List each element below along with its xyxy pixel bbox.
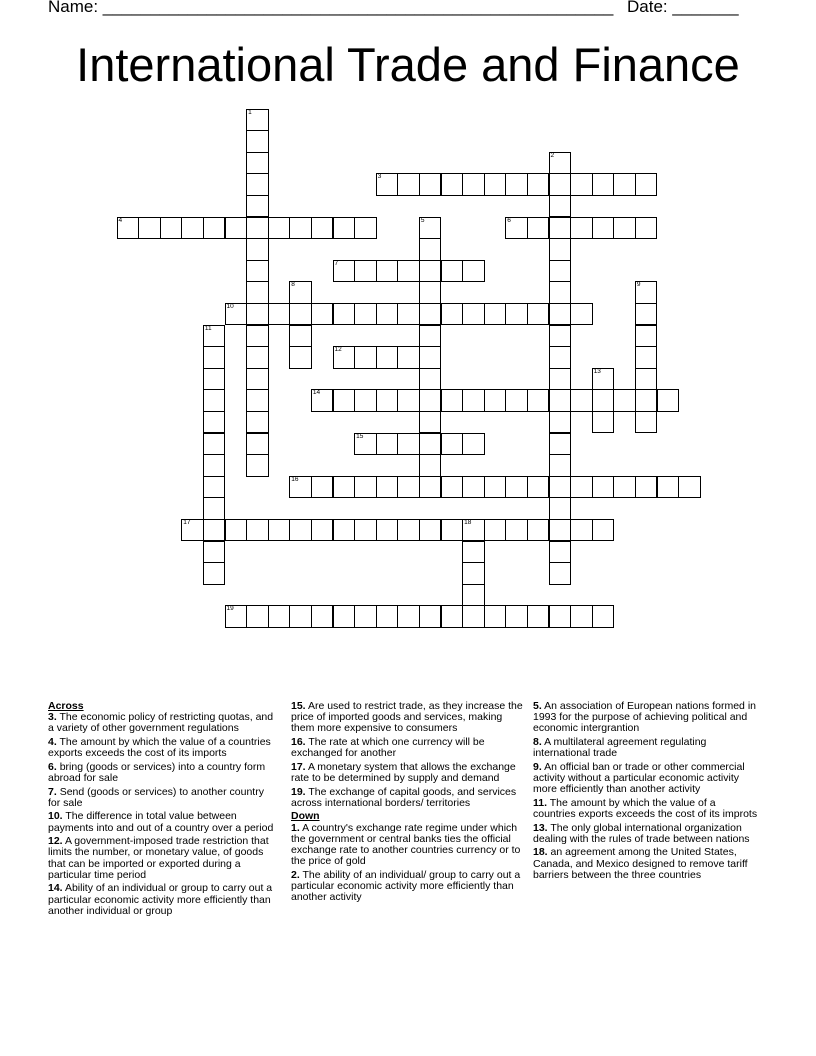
grid-cell[interactable] <box>613 476 636 499</box>
grid-cell[interactable] <box>203 497 226 520</box>
clue-number-label: 16 <box>291 475 299 483</box>
grid-cell[interactable] <box>203 476 226 499</box>
grid-cell[interactable] <box>505 476 528 499</box>
grid-cell[interactable] <box>657 389 680 412</box>
grid-cell[interactable] <box>289 281 312 304</box>
grid-cell[interactable] <box>527 389 550 412</box>
grid-cell[interactable] <box>289 519 312 542</box>
grid-cell[interactable] <box>419 433 442 456</box>
grid-cell[interactable] <box>397 173 420 196</box>
grid-cell[interactable] <box>462 605 485 628</box>
grid-cell[interactable] <box>549 476 572 499</box>
clue-number: 2. <box>291 868 300 881</box>
clue-text: A country's exchange rate regime under which the government or central banks ties the official exchange rate to another countries currency or to the price of gold <box>291 821 521 868</box>
clue-across-6 <box>48 762 276 784</box>
grid-cell[interactable] <box>549 346 572 369</box>
grid-cell[interactable] <box>635 217 658 240</box>
grid-cell[interactable] <box>549 389 572 412</box>
clue-text: bring (goods or services) into a country form abroad for sale <box>48 760 266 784</box>
clue-number: 14. <box>48 882 63 895</box>
grid-cell[interactable] <box>549 325 572 348</box>
clue-number-label: 13 <box>593 367 601 375</box>
clue-number-label: 18 <box>464 518 472 526</box>
grid-cell[interactable] <box>592 476 615 499</box>
grid-cell[interactable] <box>160 217 183 240</box>
grid-cell[interactable] <box>246 152 269 175</box>
clue-number: 10. <box>48 810 63 823</box>
grid-cell[interactable] <box>570 476 593 499</box>
grid-cell[interactable] <box>441 476 464 499</box>
grid-cell[interactable] <box>333 605 356 628</box>
grid-cell[interactable] <box>203 217 226 240</box>
grid-cell[interactable] <box>333 260 356 283</box>
grid-cell[interactable] <box>246 325 269 348</box>
grid-cell[interactable] <box>246 238 269 261</box>
clue-number-label: 11 <box>204 324 212 332</box>
clue-number: 16. <box>291 736 306 748</box>
grid-cell[interactable] <box>376 346 399 369</box>
grid-cell[interactable] <box>462 541 485 564</box>
grid-cell[interactable] <box>311 389 334 412</box>
clue-across-3 <box>48 712 276 734</box>
grid-cell[interactable] <box>354 476 377 499</box>
grid-cell[interactable] <box>246 368 269 391</box>
grid-cell[interactable] <box>592 368 615 391</box>
clue-text: A government-imposed trade restriction that limits the number, or monetary value, of goods that can be imported or exported during a particular time period <box>48 835 269 881</box>
grid-cell[interactable] <box>592 411 615 434</box>
clue-number: 11. <box>533 796 548 809</box>
grid-cell[interactable] <box>570 303 593 326</box>
clue-down-8 <box>533 737 761 759</box>
grid-cell[interactable] <box>354 217 377 240</box>
grid-cell[interactable] <box>268 519 291 542</box>
clue-text: The rate at which one currency will be exchanged for another <box>291 736 485 760</box>
clue-number-label: 19 <box>226 605 234 613</box>
grid-cell[interactable] <box>246 130 269 153</box>
grid-cell[interactable] <box>268 303 291 326</box>
grid-cell[interactable] <box>462 433 485 456</box>
grid-cell[interactable] <box>203 411 226 434</box>
grid-cell[interactable] <box>376 173 399 196</box>
grid-cell[interactable] <box>246 454 269 477</box>
clue-number-label: 17 <box>183 518 191 526</box>
grid-cell[interactable] <box>376 519 399 542</box>
grid-cell[interactable] <box>635 346 658 369</box>
grid-cell[interactable] <box>333 303 356 326</box>
grid-cell[interactable] <box>246 173 269 196</box>
grid-cell[interactable] <box>549 562 572 585</box>
grid-cell[interactable] <box>289 217 312 240</box>
grid-cell[interactable] <box>484 173 507 196</box>
grid-cell[interactable] <box>246 303 269 326</box>
clue-text: The economic policy of restricting quotas, and a variety of other government regulations <box>48 711 274 735</box>
clue-text: The exchange of capital goods, and services across international borders/ territories <box>291 785 517 809</box>
grid-cell[interactable] <box>397 605 420 628</box>
grid-cell[interactable] <box>354 260 377 283</box>
grid-cell[interactable] <box>203 389 226 412</box>
grid-cell[interactable] <box>635 476 658 499</box>
grid-cell[interactable] <box>635 173 658 196</box>
grid-cell[interactable] <box>203 562 226 585</box>
grid-cell[interactable] <box>354 346 377 369</box>
clue-number-label: 12 <box>334 346 342 354</box>
grid-cell[interactable] <box>549 281 572 304</box>
across-heading: Across <box>48 700 84 712</box>
clue-down-11 <box>533 798 761 820</box>
grid-cell[interactable] <box>441 303 464 326</box>
grid-cell[interactable] <box>289 476 312 499</box>
grid-cell[interactable] <box>462 476 485 499</box>
clue-number-label: 9 <box>636 281 641 289</box>
grid-cell[interactable] <box>246 260 269 283</box>
grid-cell[interactable] <box>419 605 442 628</box>
grid-cell[interactable] <box>592 605 615 628</box>
clue-text: The amount by which the value of a countries exports exceeds the cost of its improts <box>533 796 758 820</box>
grid-cell[interactable] <box>549 260 572 283</box>
clue-text: an agreement among the United States, Canada, and Mexico designed to remove tariff barriers between the three countries <box>533 846 748 881</box>
page-title: International Trade and Finance <box>76 38 740 91</box>
grid-cell[interactable] <box>613 389 636 412</box>
grid-cell[interactable] <box>635 411 658 434</box>
down-heading: Down <box>291 810 320 823</box>
grid-cell[interactable] <box>117 217 140 240</box>
grid-cell[interactable] <box>268 217 291 240</box>
clue-number-label: 3 <box>377 173 382 181</box>
grid-cell[interactable] <box>203 346 226 369</box>
grid-cell[interactable] <box>462 389 485 412</box>
grid-cell[interactable] <box>678 476 701 499</box>
grid-cell[interactable] <box>397 260 420 283</box>
grid-cell[interactable] <box>441 389 464 412</box>
clue-number: 6. <box>48 760 57 773</box>
grid-cell[interactable] <box>289 303 312 326</box>
grid-cell[interactable] <box>570 519 593 542</box>
grid-cell[interactable] <box>225 605 248 628</box>
date-field[interactable]: Date: _______ <box>627 0 739 16</box>
clue-down-1 <box>291 823 527 868</box>
grid-cell[interactable] <box>203 541 226 564</box>
grid-cell[interactable] <box>462 260 485 283</box>
clue-number: 8. <box>533 736 542 748</box>
clue-down-2 <box>291 870 527 904</box>
grid-cell[interactable] <box>246 281 269 304</box>
clue-text: Send (goods or services) to another country for sale <box>48 785 264 809</box>
grid-cell[interactable] <box>225 217 248 240</box>
grid-cell[interactable] <box>397 519 420 542</box>
clue-number: 19. <box>291 785 306 798</box>
clue-number: 17. <box>291 760 306 773</box>
grid-cell[interactable] <box>570 605 593 628</box>
grid-cell[interactable] <box>549 454 572 477</box>
grid-cell[interactable] <box>549 411 572 434</box>
grid-cell[interactable] <box>549 541 572 564</box>
clue-down-9 <box>533 762 761 796</box>
clue-number: 3. <box>48 711 57 724</box>
clue-number: 4. <box>48 736 57 748</box>
grid-cell[interactable] <box>592 173 615 196</box>
grid-cell[interactable] <box>441 605 464 628</box>
grid-cell[interactable] <box>376 260 399 283</box>
clue-number-label: 1 <box>248 108 252 116</box>
grid-cell[interactable] <box>635 303 658 326</box>
grid-cell[interactable] <box>419 281 442 304</box>
name-field[interactable]: Name: ______________________________________________________ <box>48 0 614 16</box>
grid-cell[interactable] <box>419 260 442 283</box>
grid-cell[interactable] <box>505 605 528 628</box>
grid-cell[interactable] <box>484 303 507 326</box>
grid-cell[interactable] <box>203 519 226 542</box>
grid-cell[interactable] <box>268 605 291 628</box>
clue-text: The amount by which the value of a countries exports exceeds the cost of its imports <box>48 736 271 760</box>
grid-cell[interactable] <box>289 605 312 628</box>
grid-cell[interactable] <box>462 303 485 326</box>
grid-cell[interactable] <box>613 173 636 196</box>
grid-cell[interactable] <box>333 519 356 542</box>
clue-across-14 <box>48 883 276 917</box>
grid-cell[interactable] <box>549 605 572 628</box>
grid-cell[interactable] <box>203 368 226 391</box>
grid-cell[interactable] <box>635 368 658 391</box>
grid-cell[interactable] <box>635 389 658 412</box>
grid-cell[interactable] <box>441 433 464 456</box>
clue-number-label: 2 <box>550 151 555 159</box>
grid-cell[interactable] <box>549 303 572 326</box>
grid-cell[interactable] <box>419 303 442 326</box>
clue-across-7 <box>48 787 276 809</box>
grid-cell[interactable] <box>635 281 658 304</box>
grid-cell[interactable] <box>549 368 572 391</box>
grid-cell[interactable] <box>419 454 442 477</box>
grid-cell[interactable] <box>354 605 377 628</box>
grid-cell[interactable] <box>225 303 248 326</box>
grid-cell[interactable] <box>570 173 593 196</box>
grid-cell[interactable] <box>462 519 485 542</box>
grid-cell[interactable] <box>246 195 269 218</box>
grid-cell[interactable] <box>419 238 442 261</box>
clue-number: 1. <box>291 821 300 834</box>
grid-cell[interactable] <box>246 411 269 434</box>
grid-cell[interactable] <box>549 519 572 542</box>
clue-text: The difference in total value between payments into and out of a country over a period <box>48 810 274 834</box>
grid-cell[interactable] <box>441 519 464 542</box>
grid-cell[interactable] <box>570 389 593 412</box>
clue-number-label: 15 <box>356 432 364 440</box>
grid-cell[interactable] <box>549 497 572 520</box>
grid-cell[interactable] <box>527 217 550 240</box>
clue-number: 12. <box>48 835 63 848</box>
grid-cell[interactable] <box>354 433 377 456</box>
clue-number-label: 5 <box>420 216 425 224</box>
clue-across-12 <box>48 836 276 881</box>
grid-cell[interactable] <box>311 519 334 542</box>
grid-cell[interactable] <box>419 173 442 196</box>
clue-number: 13. <box>533 821 548 834</box>
grid-cell[interactable] <box>203 325 226 348</box>
clue-down-5 <box>533 701 761 735</box>
grid-cell[interactable] <box>376 476 399 499</box>
grid-cell[interactable] <box>484 605 507 628</box>
grid-cell[interactable] <box>549 195 572 218</box>
grid-cell[interactable] <box>376 303 399 326</box>
grid-cell[interactable] <box>333 217 356 240</box>
grid-cell[interactable] <box>549 152 572 175</box>
clue-number: 15. <box>291 700 306 712</box>
grid-cell[interactable] <box>397 346 420 369</box>
clue-across-15 <box>291 701 527 735</box>
clue-number-label: 6 <box>507 216 511 224</box>
grid-cell[interactable] <box>354 303 377 326</box>
clue-number: 5. <box>533 700 542 712</box>
grid-cell[interactable] <box>549 238 572 261</box>
grid-cell[interactable] <box>484 519 507 542</box>
grid-cell[interactable] <box>484 476 507 499</box>
grid-cell[interactable] <box>246 433 269 456</box>
grid-cell[interactable] <box>246 389 269 412</box>
grid-cell[interactable] <box>225 519 248 542</box>
grid-cell[interactable] <box>419 411 442 434</box>
grid-cell[interactable] <box>441 260 464 283</box>
clue-number: 9. <box>533 760 542 773</box>
grid-cell[interactable] <box>311 605 334 628</box>
grid-cell[interactable] <box>246 109 269 132</box>
grid-cell[interactable] <box>592 519 615 542</box>
clue-across-10 <box>48 811 276 833</box>
grid-cell[interactable] <box>419 389 442 412</box>
grid-cell[interactable] <box>376 433 399 456</box>
grid-cell[interactable] <box>376 389 399 412</box>
grid-cell[interactable] <box>441 173 464 196</box>
grid-cell[interactable] <box>484 389 507 412</box>
grid-cell[interactable] <box>657 476 680 499</box>
grid-cell[interactable] <box>311 217 334 240</box>
grid-cell[interactable] <box>505 217 528 240</box>
grid-cell[interactable] <box>549 433 572 456</box>
grid-cell[interactable] <box>376 605 399 628</box>
clue-across-16 <box>291 737 527 759</box>
grid-cell[interactable] <box>527 173 550 196</box>
grid-cell[interactable] <box>570 217 593 240</box>
grid-cell[interactable] <box>181 217 204 240</box>
grid-cell[interactable] <box>527 476 550 499</box>
grid-cell[interactable] <box>203 454 226 477</box>
grid-cell[interactable] <box>419 368 442 391</box>
clue-text: An association of European nations formed in 1993 for the purpose of achieving political and economic intergrantion <box>533 700 756 735</box>
grid-cell[interactable] <box>246 605 269 628</box>
grid-cell[interactable] <box>333 346 356 369</box>
clues-column-2 <box>291 701 527 906</box>
clue-number-label: 14 <box>312 389 321 397</box>
grid-cell[interactable] <box>397 389 420 412</box>
clue-number-label: 8 <box>291 281 295 289</box>
grid-cell[interactable] <box>505 173 528 196</box>
grid-cell[interactable] <box>505 303 528 326</box>
clue-number-label: 4 <box>118 216 123 224</box>
grid-cell[interactable] <box>138 217 161 240</box>
clue-down-18 <box>533 847 761 881</box>
grid-cell[interactable] <box>635 325 658 348</box>
grid-cell[interactable] <box>246 346 269 369</box>
grid-cell[interactable] <box>527 605 550 628</box>
grid-cell[interactable] <box>419 346 442 369</box>
grid-cell[interactable] <box>354 519 377 542</box>
grid-cell[interactable] <box>613 217 636 240</box>
grid-cell[interactable] <box>462 562 485 585</box>
grid-cell[interactable] <box>419 519 442 542</box>
clue-text: The only global international organization dealing with the rules of trade between nations <box>533 821 750 845</box>
grid-cell[interactable] <box>419 217 442 240</box>
grid-cell[interactable] <box>333 476 356 499</box>
grid-cell[interactable] <box>419 325 442 348</box>
grid-cell[interactable] <box>289 325 312 348</box>
grid-cell[interactable] <box>311 476 334 499</box>
clue-text: The ability of an individual/ group to carry out a particular economic activity more efficiently than another activity <box>291 868 521 904</box>
clue-number-label: 10 <box>226 302 234 310</box>
clue-down-13 <box>533 823 761 845</box>
grid-cell[interactable] <box>354 389 377 412</box>
grid-cell[interactable] <box>527 519 550 542</box>
grid-cell[interactable] <box>462 173 485 196</box>
clues-column-1 <box>48 701 276 919</box>
grid-cell[interactable] <box>246 519 269 542</box>
clue-text: An official ban or trade or other commercial activity without a particular economic activity more efficiently than another activity <box>533 760 745 796</box>
clue-across-19 <box>291 787 527 809</box>
clue-number: 7. <box>48 785 57 798</box>
grid-cell[interactable] <box>419 476 442 499</box>
clue-text: A multilateral agreement regulating international trade <box>533 736 707 760</box>
clue-number-label: 7 <box>334 259 339 267</box>
grid-cell[interactable] <box>397 476 420 499</box>
grid-cell[interactable] <box>333 389 356 412</box>
clues-column-3 <box>533 701 761 883</box>
grid-cell[interactable] <box>203 433 226 456</box>
grid-cell[interactable] <box>289 346 312 369</box>
clue-across-4 <box>48 737 276 759</box>
clue-across-17 <box>291 762 527 784</box>
grid-cell[interactable] <box>397 433 420 456</box>
grid-cell[interactable] <box>549 173 572 196</box>
grid-cell[interactable] <box>311 303 334 326</box>
grid-cell[interactable] <box>549 217 572 240</box>
clue-text: Ability of an individual or group to carry out a particular economic activity more efficiently than another individual or group <box>48 882 273 917</box>
grid-cell[interactable] <box>592 389 615 412</box>
grid-cell[interactable] <box>505 519 528 542</box>
grid-cell[interactable] <box>397 303 420 326</box>
clue-text: Are used to restrict trade, as they increase the price of imported goods and services, making them more expensive to consumers <box>291 700 523 735</box>
grid-cell[interactable] <box>462 584 485 607</box>
clue-number: 18. <box>533 846 548 859</box>
grid-cell[interactable] <box>181 519 204 542</box>
clue-text: A monetary system that allows the exchange rate to be determined by supply and demand <box>291 760 516 784</box>
grid-cell[interactable] <box>592 217 615 240</box>
grid-cell[interactable] <box>246 217 269 240</box>
grid-cell[interactable] <box>527 303 550 326</box>
grid-cell[interactable] <box>505 389 528 412</box>
